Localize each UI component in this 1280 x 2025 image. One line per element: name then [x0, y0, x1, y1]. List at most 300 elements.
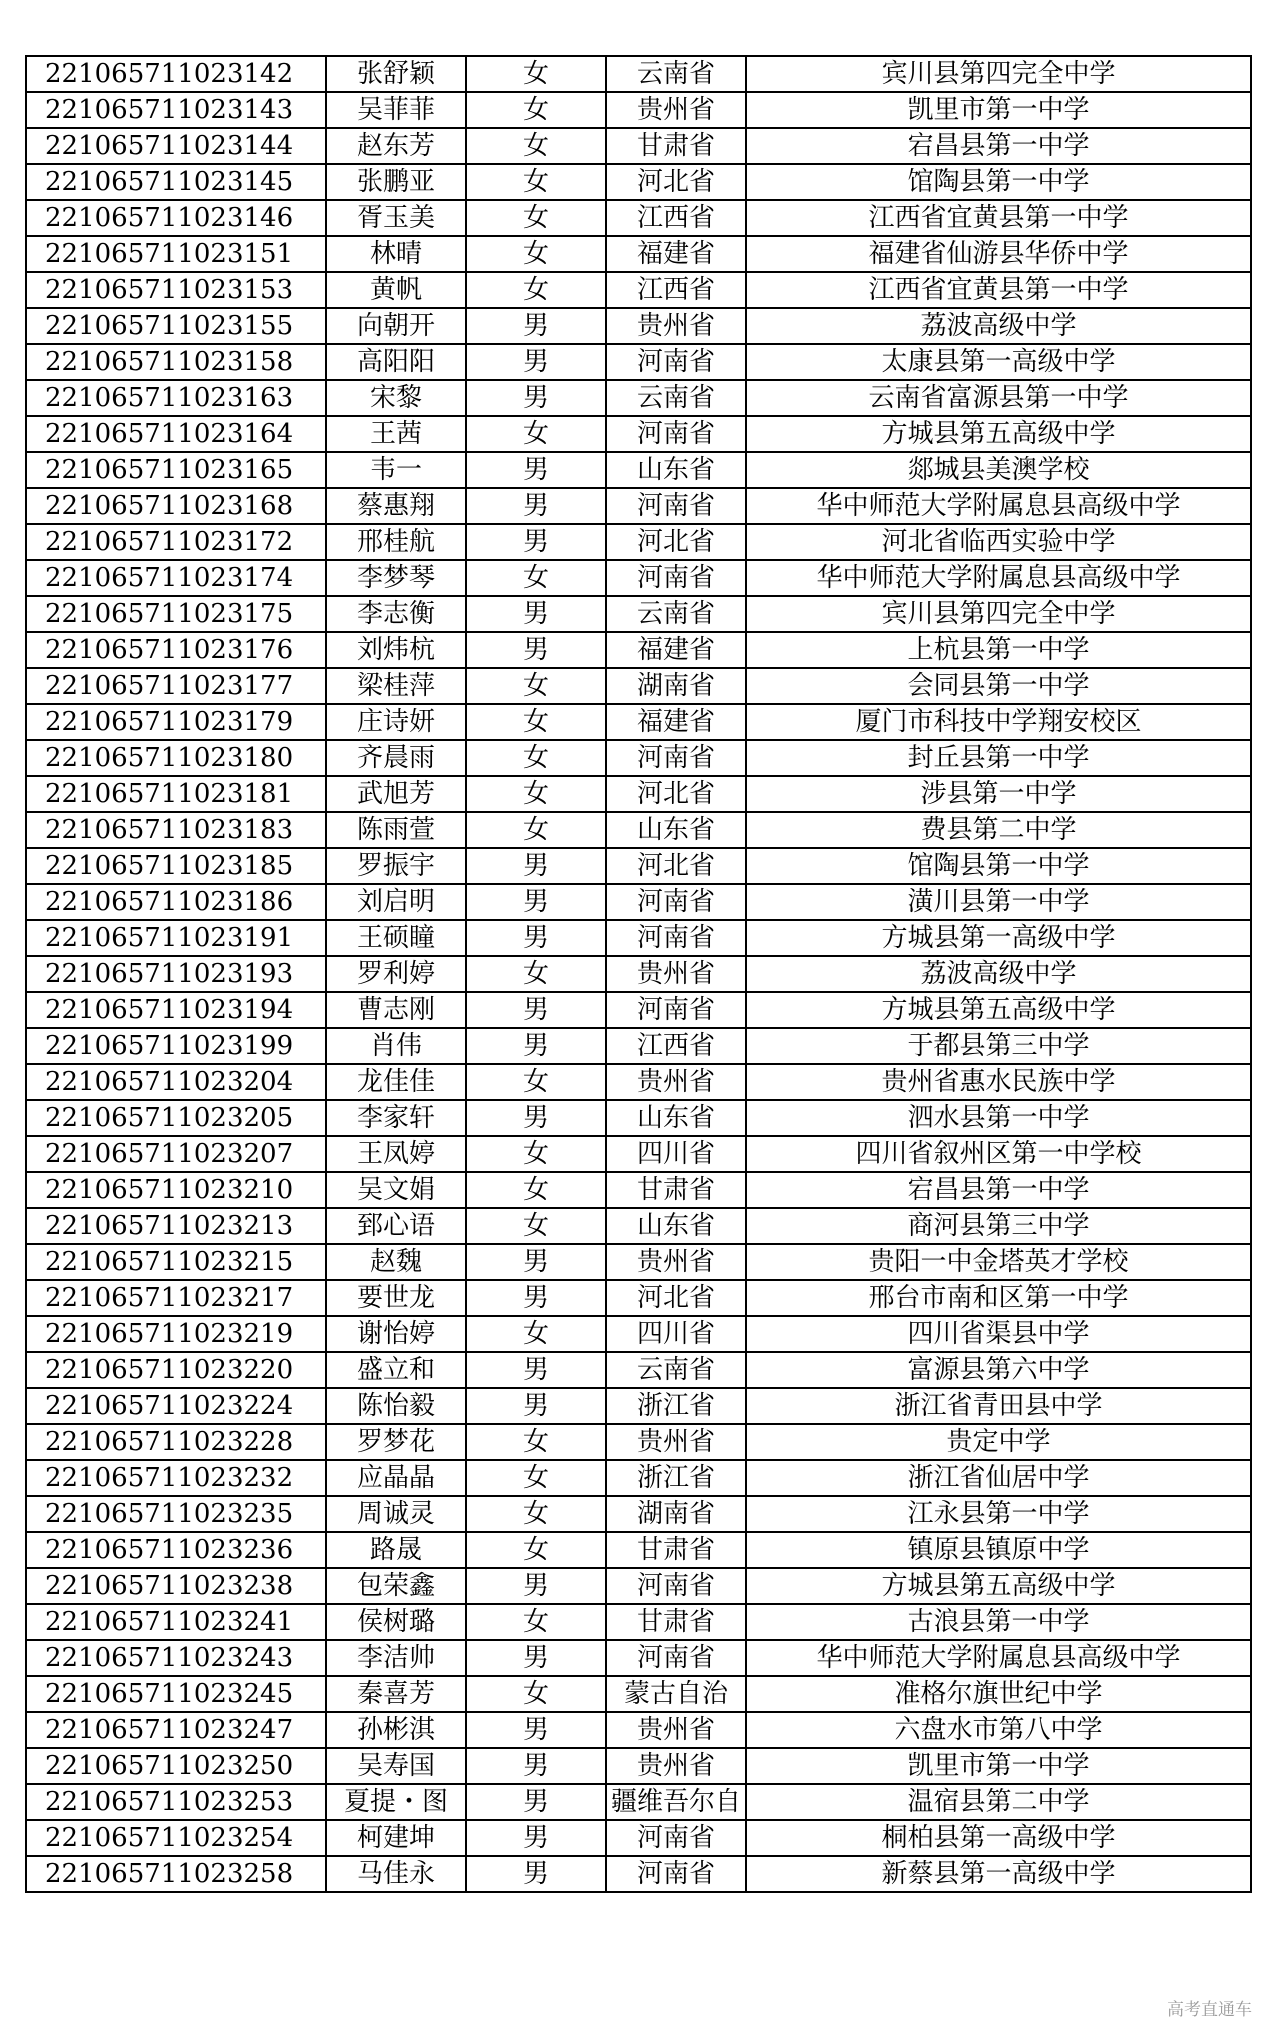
- candidate-id-cell: 221065711023175: [26, 596, 326, 632]
- table-row: [26, 1100, 1251, 1136]
- table-row: [26, 1244, 1251, 1280]
- candidate-id-cell: 221065711023176: [26, 632, 326, 668]
- student-name-cell: 王硕瞳: [326, 920, 466, 956]
- school-name-cell: 方城县第一高级中学: [746, 920, 1251, 956]
- school-name-cell: 凯里市第一中学: [746, 1748, 1251, 1784]
- candidate-id-cell: 221065711023145: [26, 164, 326, 200]
- student-name-cell: 张鹏亚: [326, 164, 466, 200]
- table-row: [26, 596, 1251, 632]
- candidate-id-cell: 221065711023168: [26, 488, 326, 524]
- province-cell: 河南省: [606, 1640, 746, 1676]
- candidate-id-cell: 221065711023204: [26, 1064, 326, 1100]
- school-name-cell: 江西省宜黄县第一中学: [746, 272, 1251, 308]
- gender-cell: 男: [466, 1028, 606, 1064]
- province-cell: 河北省: [606, 524, 746, 560]
- gender-cell: 女: [466, 236, 606, 272]
- province-cell: 蒙古自治: [606, 1676, 746, 1712]
- table-row: [26, 884, 1251, 920]
- table-row: [26, 1064, 1251, 1100]
- province-cell: 贵州省: [606, 956, 746, 992]
- table-row: [26, 1136, 1251, 1172]
- gender-cell: 男: [466, 1640, 606, 1676]
- candidate-id-cell: 221065711023258: [26, 1856, 326, 1892]
- candidate-id-cell: 221065711023210: [26, 1172, 326, 1208]
- gender-cell: 女: [466, 1172, 606, 1208]
- province-cell: 贵州省: [606, 1424, 746, 1460]
- candidate-id-cell: 221065711023236: [26, 1532, 326, 1568]
- student-name-cell: 周诚灵: [326, 1496, 466, 1532]
- table-row: [26, 1460, 1251, 1496]
- province-cell: 山东省: [606, 1208, 746, 1244]
- student-name-cell: 罗振宇: [326, 848, 466, 884]
- table-row: [26, 488, 1251, 524]
- candidate-id-cell: 221065711023217: [26, 1280, 326, 1316]
- gender-cell: 女: [466, 812, 606, 848]
- province-cell: 河北省: [606, 164, 746, 200]
- candidate-id-cell: 221065711023153: [26, 272, 326, 308]
- school-name-cell: 会同县第一中学: [746, 668, 1251, 704]
- table-row: [26, 668, 1251, 704]
- province-cell: 贵州省: [606, 1712, 746, 1748]
- table-row: [26, 1712, 1251, 1748]
- table-row: [26, 704, 1251, 740]
- province-cell: 河南省: [606, 884, 746, 920]
- province-cell: 河北省: [606, 1280, 746, 1316]
- gender-cell: 女: [466, 200, 606, 236]
- gender-cell: 女: [466, 92, 606, 128]
- candidate-id-cell: 221065711023232: [26, 1460, 326, 1496]
- student-name-cell: 刘启明: [326, 884, 466, 920]
- gender-cell: 男: [466, 1568, 606, 1604]
- gender-cell: 男: [466, 1856, 606, 1892]
- province-cell: 江西省: [606, 272, 746, 308]
- gender-cell: 男: [466, 1280, 606, 1316]
- province-cell: 甘肃省: [606, 1532, 746, 1568]
- school-name-cell: 华中师范大学附属息县高级中学: [746, 1640, 1251, 1676]
- province-cell: 河南省: [606, 488, 746, 524]
- gender-cell: 男: [466, 308, 606, 344]
- candidate-id-cell: 221065711023254: [26, 1820, 326, 1856]
- student-name-cell: 林晴: [326, 236, 466, 272]
- student-name-cell: 侯树璐: [326, 1604, 466, 1640]
- gender-cell: 男: [466, 1712, 606, 1748]
- table-row: [26, 1028, 1251, 1064]
- candidate-id-cell: 221065711023179: [26, 704, 326, 740]
- admission-list-table: [25, 55, 1252, 1893]
- gender-cell: 女: [466, 164, 606, 200]
- province-cell: 河南省: [606, 416, 746, 452]
- gender-cell: 女: [466, 1316, 606, 1352]
- gender-cell: 女: [466, 668, 606, 704]
- student-name-cell: 孙彬淇: [326, 1712, 466, 1748]
- school-name-cell: 古浪县第一中学: [746, 1604, 1251, 1640]
- student-name-cell: 夏提・图: [326, 1784, 466, 1820]
- student-name-cell: 罗利婷: [326, 956, 466, 992]
- candidate-id-cell: 221065711023165: [26, 452, 326, 488]
- student-name-cell: 李洁帅: [326, 1640, 466, 1676]
- gender-cell: 男: [466, 1820, 606, 1856]
- gender-cell: 男: [466, 884, 606, 920]
- school-name-cell: 方城县第五高级中学: [746, 416, 1251, 452]
- candidate-id-cell: 221065711023186: [26, 884, 326, 920]
- candidate-id-cell: 221065711023220: [26, 1352, 326, 1388]
- table-row: [26, 740, 1251, 776]
- school-name-cell: 荔波高级中学: [746, 308, 1251, 344]
- gender-cell: 男: [466, 452, 606, 488]
- table-row: [26, 1280, 1251, 1316]
- school-name-cell: 宾川县第四完全中学: [746, 56, 1251, 92]
- table-row: [26, 1496, 1251, 1532]
- student-name-cell: 黄帆: [326, 272, 466, 308]
- gender-cell: 女: [466, 416, 606, 452]
- school-name-cell: 温宿县第二中学: [746, 1784, 1251, 1820]
- student-name-cell: 王茜: [326, 416, 466, 452]
- candidate-id-cell: 221065711023250: [26, 1748, 326, 1784]
- candidate-id-cell: 221065711023235: [26, 1496, 326, 1532]
- student-name-cell: 盛立和: [326, 1352, 466, 1388]
- school-name-cell: 四川省渠县中学: [746, 1316, 1251, 1352]
- school-name-cell: 河北省临西实验中学: [746, 524, 1251, 560]
- school-name-cell: 浙江省青田县中学: [746, 1388, 1251, 1424]
- gender-cell: 女: [466, 1064, 606, 1100]
- candidate-id-cell: 221065711023177: [26, 668, 326, 704]
- province-cell: 山东省: [606, 812, 746, 848]
- school-name-cell: 华中师范大学附属息县高级中学: [746, 488, 1251, 524]
- school-name-cell: 江西省宜黄县第一中学: [746, 200, 1251, 236]
- candidate-id-cell: 221065711023181: [26, 776, 326, 812]
- gender-cell: 女: [466, 128, 606, 164]
- school-name-cell: 桐柏县第一高级中学: [746, 1820, 1251, 1856]
- table-row: [26, 416, 1251, 452]
- table-row: [26, 1784, 1251, 1820]
- student-name-cell: 李志衡: [326, 596, 466, 632]
- school-name-cell: 云南省富源县第一中学: [746, 380, 1251, 416]
- gender-cell: 男: [466, 920, 606, 956]
- candidate-id-cell: 221065711023193: [26, 956, 326, 992]
- candidate-id-cell: 221065711023207: [26, 1136, 326, 1172]
- province-cell: 贵州省: [606, 1748, 746, 1784]
- student-name-cell: 龙佳佳: [326, 1064, 466, 1100]
- candidate-id-cell: 221065711023142: [26, 56, 326, 92]
- table-row: [26, 236, 1251, 272]
- province-cell: 甘肃省: [606, 1172, 746, 1208]
- table-row: [26, 812, 1251, 848]
- province-cell: 湖南省: [606, 668, 746, 704]
- school-name-cell: 郯城县美澳学校: [746, 452, 1251, 488]
- province-cell: 江西省: [606, 200, 746, 236]
- province-cell: 河南省: [606, 920, 746, 956]
- gender-cell: 男: [466, 1244, 606, 1280]
- school-name-cell: 浙江省仙居中学: [746, 1460, 1251, 1496]
- gender-cell: 女: [466, 704, 606, 740]
- school-name-cell: 华中师范大学附属息县高级中学: [746, 560, 1251, 596]
- province-cell: 云南省: [606, 380, 746, 416]
- candidate-id-cell: 221065711023228: [26, 1424, 326, 1460]
- gender-cell: 男: [466, 596, 606, 632]
- gender-cell: 男: [466, 632, 606, 668]
- student-name-cell: 张舒颖: [326, 56, 466, 92]
- candidate-id-cell: 221065711023146: [26, 200, 326, 236]
- table-row: [26, 776, 1251, 812]
- candidate-id-cell: 221065711023224: [26, 1388, 326, 1424]
- student-name-cell: 罗梦花: [326, 1424, 466, 1460]
- gender-cell: 女: [466, 776, 606, 812]
- school-name-cell: 方城县第五高级中学: [746, 992, 1251, 1028]
- school-name-cell: 江永县第一中学: [746, 1496, 1251, 1532]
- candidate-id-cell: 221065711023185: [26, 848, 326, 884]
- gender-cell: 男: [466, 1100, 606, 1136]
- school-name-cell: 厦门市科技中学翔安校区: [746, 704, 1251, 740]
- student-name-cell: 齐晨雨: [326, 740, 466, 776]
- student-name-cell: 李梦琴: [326, 560, 466, 596]
- gender-cell: 男: [466, 1784, 606, 1820]
- table-row: [26, 1748, 1251, 1784]
- table-row: [26, 200, 1251, 236]
- student-name-cell: 武旭芳: [326, 776, 466, 812]
- table-row: [26, 344, 1251, 380]
- province-cell: 浙江省: [606, 1460, 746, 1496]
- province-cell: 甘肃省: [606, 128, 746, 164]
- student-name-cell: 吴菲菲: [326, 92, 466, 128]
- candidate-id-cell: 221065711023174: [26, 560, 326, 596]
- gender-cell: 男: [466, 992, 606, 1028]
- gender-cell: 男: [466, 1748, 606, 1784]
- table-row: [26, 452, 1251, 488]
- school-name-cell: 泗水县第一中学: [746, 1100, 1251, 1136]
- gender-cell: 女: [466, 56, 606, 92]
- gender-cell: 女: [466, 1532, 606, 1568]
- student-name-cell: 邢桂航: [326, 524, 466, 560]
- gender-cell: 女: [466, 1676, 606, 1712]
- table-row: [26, 1676, 1251, 1712]
- candidate-id-cell: 221065711023241: [26, 1604, 326, 1640]
- candidate-id-cell: 221065711023215: [26, 1244, 326, 1280]
- table-row: [26, 1856, 1251, 1892]
- table-row: [26, 1208, 1251, 1244]
- table-row: [26, 56, 1251, 92]
- gender-cell: 男: [466, 1352, 606, 1388]
- candidate-id-cell: 221065711023199: [26, 1028, 326, 1064]
- candidate-id-cell: 221065711023180: [26, 740, 326, 776]
- gender-cell: 男: [466, 1388, 606, 1424]
- province-cell: 甘肃省: [606, 1604, 746, 1640]
- student-name-cell: 向朝开: [326, 308, 466, 344]
- candidate-id-cell: 221065711023253: [26, 1784, 326, 1820]
- gender-cell: 女: [466, 1496, 606, 1532]
- gender-cell: 女: [466, 1424, 606, 1460]
- student-name-cell: 蔡惠翔: [326, 488, 466, 524]
- school-name-cell: 贵定中学: [746, 1424, 1251, 1460]
- student-name-cell: 郅心语: [326, 1208, 466, 1244]
- student-name-cell: 谢怡婷: [326, 1316, 466, 1352]
- school-name-cell: 荔波高级中学: [746, 956, 1251, 992]
- gender-cell: 男: [466, 488, 606, 524]
- gender-cell: 男: [466, 380, 606, 416]
- watermark-text: 高考直通车: [1167, 2000, 1252, 2020]
- candidate-id-cell: 221065711023158: [26, 344, 326, 380]
- table-row: [26, 524, 1251, 560]
- school-name-cell: 六盘水市第八中学: [746, 1712, 1251, 1748]
- table-row: [26, 128, 1251, 164]
- student-name-cell: 胥玉美: [326, 200, 466, 236]
- table-row: [26, 632, 1251, 668]
- candidate-id-cell: 221065711023143: [26, 92, 326, 128]
- province-cell: 贵州省: [606, 92, 746, 128]
- student-name-cell: 王凤婷: [326, 1136, 466, 1172]
- student-name-cell: 高阳阳: [326, 344, 466, 380]
- gender-cell: 女: [466, 1460, 606, 1496]
- student-name-cell: 宋黎: [326, 380, 466, 416]
- school-name-cell: 馆陶县第一中学: [746, 164, 1251, 200]
- province-cell: 四川省: [606, 1136, 746, 1172]
- province-cell: 河北省: [606, 776, 746, 812]
- table-row: [26, 920, 1251, 956]
- school-name-cell: 潢川县第一中学: [746, 884, 1251, 920]
- table-row: [26, 92, 1251, 128]
- table-row: [26, 1172, 1251, 1208]
- province-cell: 江西省: [606, 1028, 746, 1064]
- table-row: [26, 1820, 1251, 1856]
- table-row: [26, 560, 1251, 596]
- province-cell: 湖南省: [606, 1496, 746, 1532]
- student-name-cell: 柯建坤: [326, 1820, 466, 1856]
- student-name-cell: 马佳永: [326, 1856, 466, 1892]
- province-cell: 河南省: [606, 1820, 746, 1856]
- candidate-id-cell: 221065711023213: [26, 1208, 326, 1244]
- province-cell: 贵州省: [606, 1244, 746, 1280]
- student-name-cell: 肖伟: [326, 1028, 466, 1064]
- student-name-cell: 赵魏: [326, 1244, 466, 1280]
- student-name-cell: 路晟: [326, 1532, 466, 1568]
- table-row: [26, 1640, 1251, 1676]
- school-name-cell: 贵阳一中金塔英才学校: [746, 1244, 1251, 1280]
- gender-cell: 女: [466, 1208, 606, 1244]
- candidate-id-cell: 221065711023172: [26, 524, 326, 560]
- student-name-cell: 韦一: [326, 452, 466, 488]
- table-row: [26, 848, 1251, 884]
- candidate-id-cell: 221065711023144: [26, 128, 326, 164]
- school-name-cell: 馆陶县第一中学: [746, 848, 1251, 884]
- school-name-cell: 福建省仙游县华侨中学: [746, 236, 1251, 272]
- province-cell: 河南省: [606, 560, 746, 596]
- table-row: [26, 308, 1251, 344]
- school-name-cell: 上杭县第一中学: [746, 632, 1251, 668]
- gender-cell: 女: [466, 560, 606, 596]
- school-name-cell: 镇原县镇原中学: [746, 1532, 1251, 1568]
- table-row: [26, 164, 1251, 200]
- school-name-cell: 宾川县第四完全中学: [746, 596, 1251, 632]
- school-name-cell: 太康县第一高级中学: [746, 344, 1251, 380]
- candidate-id-cell: 221065711023191: [26, 920, 326, 956]
- gender-cell: 女: [466, 740, 606, 776]
- table-body: [26, 56, 1251, 1892]
- province-cell: 云南省: [606, 596, 746, 632]
- candidate-id-cell: 221065711023164: [26, 416, 326, 452]
- gender-cell: 男: [466, 344, 606, 380]
- candidate-id-cell: 221065711023219: [26, 1316, 326, 1352]
- candidate-id-cell: 221065711023238: [26, 1568, 326, 1604]
- school-name-cell: 邢台市南和区第一中学: [746, 1280, 1251, 1316]
- school-name-cell: 新蔡县第一高级中学: [746, 1856, 1251, 1892]
- table-row: [26, 1316, 1251, 1352]
- province-cell: 福建省: [606, 236, 746, 272]
- table-row: [26, 380, 1251, 416]
- candidate-id-cell: 221065711023243: [26, 1640, 326, 1676]
- candidate-id-cell: 221065711023151: [26, 236, 326, 272]
- student-name-cell: 吴文娟: [326, 1172, 466, 1208]
- school-name-cell: 费县第二中学: [746, 812, 1251, 848]
- school-name-cell: 封丘县第一中学: [746, 740, 1251, 776]
- province-cell: 河南省: [606, 992, 746, 1028]
- province-cell: 贵州省: [606, 308, 746, 344]
- candidate-id-cell: 221065711023205: [26, 1100, 326, 1136]
- table-row: [26, 1352, 1251, 1388]
- student-name-cell: 李家轩: [326, 1100, 466, 1136]
- school-name-cell: 富源县第六中学: [746, 1352, 1251, 1388]
- gender-cell: 女: [466, 1136, 606, 1172]
- table-row: [26, 956, 1251, 992]
- student-name-cell: 梁桂萍: [326, 668, 466, 704]
- candidate-id-cell: 221065711023245: [26, 1676, 326, 1712]
- province-cell: 山东省: [606, 1100, 746, 1136]
- candidate-id-cell: 221065711023194: [26, 992, 326, 1028]
- school-name-cell: 宕昌县第一中学: [746, 128, 1251, 164]
- province-cell: 云南省: [606, 1352, 746, 1388]
- table-row: [26, 272, 1251, 308]
- gender-cell: 女: [466, 956, 606, 992]
- school-name-cell: 方城县第五高级中学: [746, 1568, 1251, 1604]
- student-name-cell: 陈雨萱: [326, 812, 466, 848]
- student-name-cell: 陈怡毅: [326, 1388, 466, 1424]
- province-cell: 四川省: [606, 1316, 746, 1352]
- school-name-cell: 宕昌县第一中学: [746, 1172, 1251, 1208]
- student-name-cell: 包荣鑫: [326, 1568, 466, 1604]
- student-name-cell: 赵东芳: [326, 128, 466, 164]
- province-cell: 山东省: [606, 452, 746, 488]
- student-name-cell: 刘炜杭: [326, 632, 466, 668]
- student-name-cell: 庄诗妍: [326, 704, 466, 740]
- school-name-cell: 涉县第一中学: [746, 776, 1251, 812]
- school-name-cell: 商河县第三中学: [746, 1208, 1251, 1244]
- candidate-id-cell: 221065711023247: [26, 1712, 326, 1748]
- student-name-cell: 应晶晶: [326, 1460, 466, 1496]
- candidate-id-cell: 221065711023183: [26, 812, 326, 848]
- school-name-cell: 贵州省惠水民族中学: [746, 1064, 1251, 1100]
- gender-cell: 男: [466, 524, 606, 560]
- province-cell: 云南省: [606, 56, 746, 92]
- gender-cell: 男: [466, 848, 606, 884]
- province-cell: 贵州省: [606, 1064, 746, 1100]
- table-row: [26, 1604, 1251, 1640]
- province-cell: 河南省: [606, 344, 746, 380]
- candidate-id-cell: 221065711023155: [26, 308, 326, 344]
- province-cell: 疆维吾尔自: [606, 1784, 746, 1820]
- student-name-cell: 要世龙: [326, 1280, 466, 1316]
- table-row: [26, 1532, 1251, 1568]
- student-name-cell: 秦喜芳: [326, 1676, 466, 1712]
- province-cell: 福建省: [606, 632, 746, 668]
- province-cell: 河南省: [606, 1568, 746, 1604]
- table-row: [26, 992, 1251, 1028]
- school-name-cell: 四川省叙州区第一中学校: [746, 1136, 1251, 1172]
- student-name-cell: 曹志刚: [326, 992, 466, 1028]
- province-cell: 福建省: [606, 704, 746, 740]
- gender-cell: 女: [466, 272, 606, 308]
- student-name-cell: 吴寿国: [326, 1748, 466, 1784]
- province-cell: 河北省: [606, 848, 746, 884]
- province-cell: 浙江省: [606, 1388, 746, 1424]
- province-cell: 河南省: [606, 740, 746, 776]
